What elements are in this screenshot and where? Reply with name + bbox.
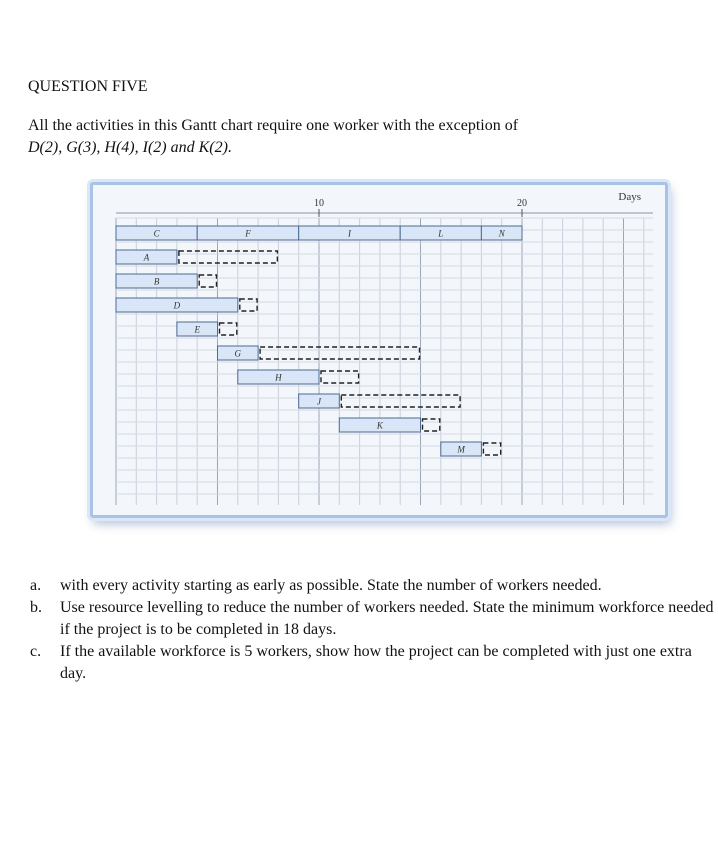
task-label-L: L bbox=[438, 228, 444, 239]
axis-tick-label-20: 20 bbox=[517, 198, 527, 209]
task-label-H: H bbox=[275, 372, 282, 383]
task-label-K: K bbox=[376, 420, 383, 431]
intro-line-1: All the activities in this Gantt chart require one worker with the exception of bbox=[28, 117, 519, 134]
part-b-text: Use resource levelling to reduce the number of workers needed. State the minimum workforce needed if the project is to be completed in 18 days. bbox=[60, 599, 714, 638]
task-label-D: D bbox=[173, 300, 181, 311]
part-b-marker: b. bbox=[30, 599, 42, 616]
task-float-E bbox=[220, 323, 237, 335]
task-float-B bbox=[199, 275, 216, 287]
intro-line-2: D(2), G(3), H(4), I(2) and K(2). bbox=[28, 139, 232, 156]
task-label-F: F bbox=[245, 228, 251, 239]
chart-grid bbox=[116, 218, 653, 505]
task-label-E: E bbox=[194, 324, 200, 335]
task-float-D bbox=[240, 299, 257, 311]
part-a-text: with every activity starting as early as possible. State the number of workers needed. bbox=[60, 577, 602, 594]
part-c-marker: c. bbox=[30, 643, 42, 660]
task-label-I: I bbox=[347, 228, 351, 239]
axis-label-days: Days bbox=[618, 191, 641, 203]
part-c-text: If the available workforce is 5 workers, show how the project can be completed with just one extra day. bbox=[60, 643, 692, 682]
task-label-M: M bbox=[457, 444, 465, 455]
task-label-N: N bbox=[498, 228, 505, 239]
task-label-C: C bbox=[153, 228, 160, 239]
part-c bbox=[30, 641, 718, 685]
task-float-A bbox=[179, 251, 278, 263]
question-intro bbox=[28, 115, 678, 159]
axis-tick-label-10: 10 bbox=[314, 198, 324, 209]
task-float-M bbox=[483, 443, 500, 455]
task-label-G: G bbox=[234, 348, 242, 359]
question-parts bbox=[30, 575, 718, 685]
task-float-K bbox=[423, 419, 440, 431]
task-label-A: A bbox=[143, 252, 150, 263]
task-label-J: J bbox=[317, 396, 321, 407]
question-title: QUESTION FIVE bbox=[28, 78, 148, 95]
part-a bbox=[30, 575, 718, 597]
task-label-B: B bbox=[153, 276, 160, 287]
gantt-chart bbox=[93, 185, 665, 515]
gantt-chart-frame bbox=[90, 182, 668, 518]
part-b bbox=[30, 597, 718, 641]
part-a-marker: a. bbox=[30, 577, 42, 594]
